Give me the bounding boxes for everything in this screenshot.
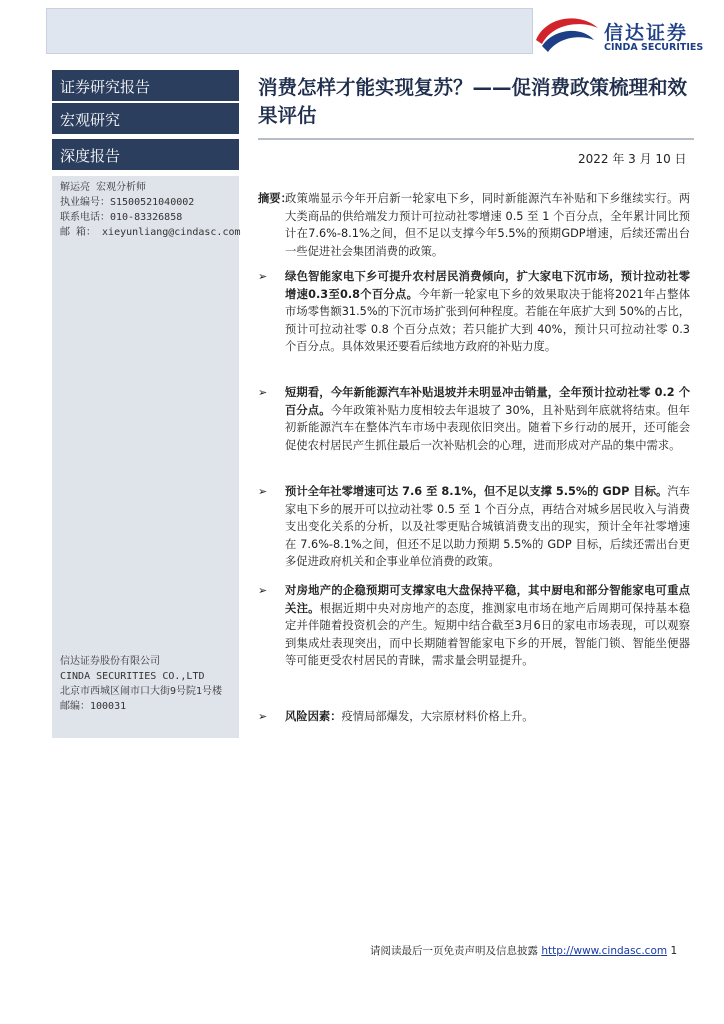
author-info xyxy=(60,180,241,240)
risk-text: 疫情局部爆发，大宗原材料价格上升。 xyxy=(341,710,534,723)
disclaimer-note: 请阅读最后一页免责声明及信息披露 xyxy=(370,945,542,957)
bullet-heading: 短期看，今年新能源汽车补贴退坡并未明显冲击销量，全年预计拉动社零 0.2 个百分点。 xyxy=(285,386,690,417)
title-divider xyxy=(258,138,694,140)
report-category-label: 宏观研究 xyxy=(52,103,239,134)
bullet-body: 今年新一轮家电下乡的效果取决于能将2021年占整体市场零售额31.5%的下沉市场扩张到何种程度。若能在年底扩大到 50%的占比，预计可拉动社零 0.8 个百分点效；若只能扩大到 40%，预计只可拉动社零 0.3 个百分点。具体效果还要看后续地方政府的补贴力度。 xyxy=(285,287,690,353)
bullet-arrow-icon: ➢ xyxy=(258,584,268,597)
company-name-cn: 信达证券股份有限公司 xyxy=(60,656,160,667)
abstract-label: 摘要： xyxy=(258,192,292,205)
report-depth-label: 深度报告 xyxy=(52,139,239,170)
abstract-text: 政策端显示今年开启新一轮家电下乡，同时新能源汽车补贴和下乡继续实行。两大类商品的供给端发力预计可拉动社零增速 0.5 至 1 个百分点，全年累计同比预计在7.6%-8.1%之间，但不足以支撑今年5.5%的预期GDP增速，后续还需出台一些促进社会集团消费的政策。 xyxy=(285,192,690,258)
risk-label: 风险因素： xyxy=(285,710,342,723)
company-address: 北京市西城区闹市口大街9号院1号楼 xyxy=(60,686,223,697)
bullet-item xyxy=(258,708,690,726)
bullet-body: 根据近期中央对房地产的态度，推测家电市场在地产后周期可保持基本稳定并伴随着投资机会的产生。短期中结合截至3月6日的家电市场表现，可以观察到集成灶表现突出，而中长期随着智能家电下乡的开展，智能门锁、智能坐便器等可能更受农村居民的青睐，需求量会明显提升。 xyxy=(285,601,690,667)
report-type-label: 证券研究报告 xyxy=(52,70,239,101)
logo-swoosh-icon xyxy=(532,10,602,58)
report-title: 消费怎样才能实现复苏？——促消费政策梳理和效果评估 xyxy=(258,76,688,127)
bullet-item xyxy=(258,483,690,571)
logo-text-en: CINDA SECURITIES xyxy=(604,42,704,53)
bullet-arrow-icon: ➢ xyxy=(258,386,268,399)
company-name-en: CINDA SECURITIES CO.,LTD xyxy=(60,671,205,682)
company-postcode: 邮编：100031 xyxy=(60,701,127,712)
company-logo xyxy=(532,10,712,58)
page-footer xyxy=(370,943,677,958)
website-link[interactable]: http://www.cindasc.com xyxy=(541,945,668,957)
company-info xyxy=(60,654,222,714)
bullet-heading: 绿色智能家电下乡可提升农村居民消费倾向，扩大家电下沉市场，预计拉动社零增速0.3至0.8个百分点。 xyxy=(285,270,690,301)
logo-text-cn: 信达证券 xyxy=(604,22,689,44)
bullet-arrow-icon: ➢ xyxy=(258,485,268,498)
author-name: 解运亮 宏观分析师 xyxy=(60,182,147,193)
bullet-item xyxy=(258,384,690,454)
author-phone: 联系电话：010-83326858 xyxy=(60,212,183,223)
bullet-item xyxy=(258,268,690,356)
bullet-heading: 预计全年社零增速可达 7.6 至 8.1%，但不足以支撑 5.5%的 GDP 目标。 xyxy=(285,485,668,498)
bullet-arrow-icon: ➢ xyxy=(258,270,268,283)
bullet-body: 今年政策补贴力度相较去年退坡了 30%，且补贴到年底就将结束。但年初新能源汽车在整体汽车市场中表现依旧突出。随着下乡行动的展开，还可能会促使农村居民产生抓住最后一次补贴机会的心理，进而形成对产品的集中需求。 xyxy=(285,403,690,452)
bullet-heading: 对房地产的企稳预期可支撑家电大盘保持平稳，其中厨电和部分智能家电可重点关注。 xyxy=(285,584,690,615)
header-band xyxy=(46,8,533,54)
report-date: 2022 年 3 月 10 日 xyxy=(578,152,687,166)
abstract-paragraph xyxy=(258,190,690,260)
author-email: 邮 箱： xieyunliang@cindasc.com xyxy=(60,227,241,238)
author-license: 执业编号：S1500521040002 xyxy=(60,197,195,208)
bullet-body: 汽车家电下乡的展开可以拉动社零 0.5 至 1 个百分点，再结合对城乡居民收入与消费支出变化关系的分析，以及社零更贴合城镇消费支出的现实，预计全年社零增速在 7.6%-8.1%之间，但还不足以助力预期 5.5%的 GDP 目标，后续还需出台更多促进政府机关和企事业单位消费的政策。 xyxy=(285,485,690,568)
page-number: 1 xyxy=(670,945,678,957)
bullet-item xyxy=(258,582,690,670)
bullet-arrow-icon: ➢ xyxy=(258,710,268,723)
